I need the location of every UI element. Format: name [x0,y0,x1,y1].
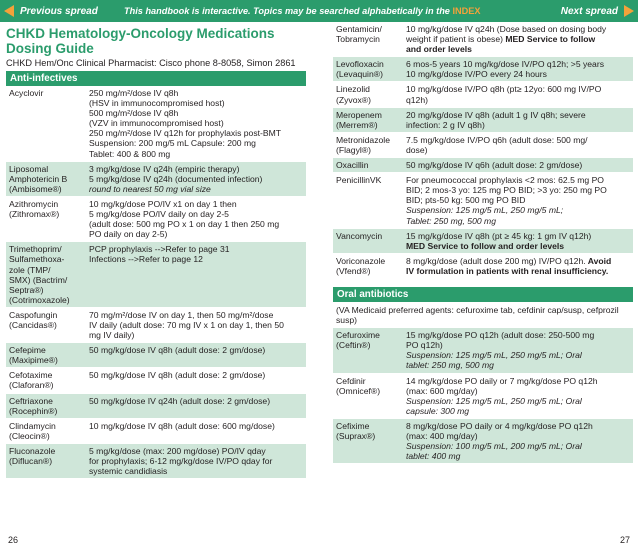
antiinfectives-table-continued [333,22,633,279]
left-page [6,22,306,479]
dose-info [403,82,633,106]
drug-name [333,82,403,106]
dose-line: 6 mos-5 years 10 mg/kg/dose IV/PO q12h; >5 years [406,59,604,70]
dose-line: 50 mg/kg/dose IV q6h (adult dose: 2 gm/dose) [406,160,583,171]
drug-name-line: PenicillinVK [336,175,382,186]
drug-name [6,242,86,307]
drug-name-line: Cefotaxime [9,370,53,381]
formulation-line: capsule: 300 mg [406,405,470,416]
pharmacist-contact: CHKD Hem/Onc Clinical Pharmacist: Cisco phone 8-8058, Simon 2861 [6,58,296,68]
table-row [333,158,633,173]
drug-name [6,444,86,478]
dose-line: 250 mg/m²/dose IV q12h for prophylaxis post-BMT [89,128,282,139]
dose-info [86,86,306,161]
dose-info [403,22,633,56]
dose-line: 5 mg/kg/dose (max: 200 mg/dose) PO/IV qday [89,445,266,456]
drug-name-line: (Suprax®) [336,431,376,441]
table-row [6,394,306,419]
table-row [6,86,306,162]
table-row [333,419,633,464]
dose-emphasis-line: IV formulation in patients with renal insufficiency. [406,265,609,276]
dose-info [86,343,306,367]
drug-name-line: Cefepime [9,345,46,356]
drug-name-line: Septra®) [9,284,44,295]
dose-line: weight if patient is obese) MED Service to follow [406,34,596,45]
dose-emphasis: MED Service to follow [502,34,596,45]
formulation-line: Suspension: 125 mg/5 mL, 250 mg/5 mL; [406,205,564,216]
formulation-line: Tablet: 250 mg, 500 mg [406,215,496,226]
table-row [333,173,633,228]
drug-name [6,86,86,161]
formulation-line: tablet: 400 mg [406,451,461,462]
drug-name-line: (Flagyl®) [336,144,371,155]
formulation-line: Suspension: 125 mg/5 mL, 250 mg/5 mL; Oral [406,395,582,406]
table-row [333,133,633,158]
dose-line: (adult dose: 500 mg PO x 1 on day 1 then 250 mg [89,219,280,230]
page-title: CHKD Hematology-Oncology Medications Dosing Guide [6,26,275,56]
next-spread-button[interactable] [561,0,634,22]
dose-info [86,197,306,241]
dose-line: 5 mg/kg/dose PO/IV daily on day 2-5 [89,209,229,220]
drug-name [333,328,403,372]
dose-line: For pneumococcal prophylaxis <2 mos: 62.5 mg PO [406,175,604,186]
dose-line: (max: 600 mg/day) [406,385,478,396]
drug-name-line: Cefixime [336,420,370,431]
dose-line: 5 mg/kg/dose IV q24h (documented infection) [89,173,263,184]
dose-info [86,444,306,478]
formulation-line: Suspension: 125 mg/5 mL, 250 mg/5 mL; Oral [406,350,582,361]
dose-info [86,308,306,342]
drug-name-line: (Ceftin®) [336,340,371,351]
dose-info [403,254,633,278]
table-row [6,162,306,197]
drug-name-line: SMX) (Bactrim/ [9,274,68,285]
notice-text: This handbook is interactive. Topics may be searched alphabetically in the [124,6,453,16]
dose-line: 8 mg/kg/dose (adult dose 200 mg) IV/PO q12h. Avoid [406,255,612,266]
dose-line: 500 mg/m²/dose IV q8h [89,108,179,119]
drug-name-line: Vancomycin [336,230,383,241]
drug-name-line: (Ambisome®) [9,183,62,194]
table-row [333,229,633,254]
dose-line: BID; pts-50 kg: 500 mg PO BID [406,195,526,206]
dose-line: 3 mg/kg/dose IV q24h (empiric therapy) [89,163,240,174]
dose-emphasis-line: MED Service to follow and order levels [406,240,565,251]
formulation-line: Suspension: 100 mg/5 mL, 200 mg/5 mL; Oral [406,441,582,452]
drug-name-line: Oxacillin [336,160,369,171]
dose-info [403,229,633,253]
table-row [333,328,633,373]
drug-name-line: (Levaquin®) [336,69,383,80]
drug-name [6,419,86,443]
dose-line: (max: 400 mg/day) [406,431,478,441]
drug-name-line: (Merrem®) [336,119,378,130]
dose-line: dose) [406,144,428,155]
section-header-antiinfectives: Anti-infectives [6,71,306,86]
drug-name-line: (Cancidas®) [9,319,57,330]
dose-line: 50 mg/kg/dose IV q8h (adult dose: 2 gm/dose) [89,370,266,381]
dose-line: 8 mg/kg/dose PO daily or 4 mg/kg/dose PO q12h [406,420,593,431]
dose-info [86,419,306,443]
drug-name [6,197,86,241]
dose-line: 10 mg/kg/dose IV/PO q8h (pt≥ 12yo: 600 mg IV/PO [406,84,602,95]
dose-info [86,162,306,196]
drug-name [333,22,403,56]
dose-info [403,173,633,227]
drug-name [333,374,403,418]
dose-line: infection: 2 g IV q8h) [406,119,485,130]
dose-line: 10 mg/kg/dose IV q24h (Dose based on dosing body [406,24,607,34]
drug-name-line: (Omnicef®) [336,385,381,396]
dose-line: 10 mg/kg/dose IV q8h (adult dose: 600 mg/dose) [89,420,275,431]
dose-line: Suspension: 200 mg/5 mL Capsule: 200 mg [89,138,256,149]
drug-name-line: Gentamicin/ [336,24,382,34]
index-link[interactable]: INDEX [452,6,481,16]
dose-line: BID; 2 mos-3 yo: 125 mg PO BID; >3 yo: 250 mg PO [406,185,607,196]
right-page [333,22,633,464]
drug-name [6,308,86,342]
drug-name-line: Cefuroxime [336,330,380,341]
previous-spread-label: Previous spread [20,5,98,17]
dose-line: mg IV daily) [89,330,135,341]
dose-line: (VZV in immunocompromised host) [89,118,224,129]
drug-name-line: Sulfamethoxa- [9,254,65,265]
dose-line: (HSV in immunocompromised host) [89,98,225,109]
dose-note: round to nearest 50 mg vial size [89,183,211,194]
drug-name [333,133,403,157]
dose-info [86,242,306,307]
dose-line: 10 mg/kg/dose PO/IV x1 on day 1 then [89,198,237,209]
drug-name-line: Cefdinir [336,375,366,386]
drug-name [6,343,86,367]
drug-name [6,162,86,196]
dose-info [403,328,633,372]
drug-name-line: (Vfend®) [336,265,371,276]
table-row [333,254,633,279]
dose-line: IV daily (adult dose: 70 mg IV x 1 on day 1, then 50 [89,319,284,330]
drug-name-line: (Claforan®) [9,380,54,391]
next-spread-label: Next spread [560,5,618,17]
previous-spread-button[interactable] [4,0,98,22]
dose-line: PCP prophylaxis -->Refer to page 31 [89,244,230,255]
formulation-line: tablet: 250 mg, 500 mg [406,360,494,371]
dose-line: 20 mg/kg/dose IV q8h (adult 1 g IV q8h; severe [406,109,586,120]
page-number-right: 27 [619,535,630,545]
drug-name [333,419,403,463]
dose-info [403,57,633,81]
dose-line: systemic candidiasis [89,466,168,477]
drug-name-line: Acyclovir [9,88,44,98]
table-row [333,374,633,419]
dose-info [403,133,633,157]
drug-name-line: (Maxipime®) [9,355,58,366]
dose-line: 50 mg/kg/dose IV q24h (adult dose: 2 gm/dose) [89,395,271,406]
dose-emphasis-line: and order levels [406,44,472,55]
dose-line: for prophylaxis; 6-12 mg/kg/dose IV/PO qday for [89,456,273,466]
drug-name [333,108,403,132]
dose-line: Infections -->Refer to page 12 [89,254,203,265]
table-row [333,22,633,57]
drug-name [6,368,86,392]
dose-line: 250 mg/m²/dose IV q8h [89,88,179,98]
drug-name-line: (Cleocin®) [9,430,50,441]
dose-line: 15 mg/kg/dose PO q12h (adult dose: 250-500 mg [406,330,595,341]
table-row [333,57,633,82]
table-row [6,444,306,479]
drug-name-line: (Zithromax®) [9,209,60,220]
arrow-left-icon [4,5,14,17]
drug-name-line: Caspofungin [9,309,58,320]
dose-info [403,374,633,418]
dose-line: Tablet: 400 & 800 mg [89,148,171,159]
drug-name-line: (Diflucan®) [9,456,53,466]
dose-line: 14 mg/kg/dose PO daily or 7 mg/kg/dose PO q12h [406,375,598,386]
drug-name-line: Ceftriaxone [9,395,53,406]
drug-name-line: Levofloxacin [336,59,384,70]
drug-name-line: Metronidazole [336,134,390,145]
dose-line: PO daily on day 2-5) [89,229,168,240]
dose-line: PO q12h) [406,340,443,351]
drug-name-line: zole (TMP/ [9,264,51,275]
dose-line: 70 mg/m²/dose IV on day 1, then 50 mg/m²/dose [89,309,274,320]
drug-name-line: Voriconazole [336,255,386,266]
drug-name [333,254,403,278]
drug-name [333,173,403,227]
dose-line: 15 mg/kg/dose IV q8h (pt ≥ 45 kg: 1 gm IV q12h) [406,230,592,241]
drug-name-line: Amphotericin B [9,173,68,184]
drug-name-line: Trimethoprim/ [9,244,62,255]
drug-name-line: (Zyvox®) [336,94,371,105]
drug-name [333,57,403,81]
dose-info [86,368,306,392]
drug-name-line: Azithromycin [9,198,59,209]
table-row [333,108,633,133]
drug-name-line: Clindamycin [9,420,56,431]
table-row [6,343,306,368]
dose-info [403,158,633,172]
dose-line: q12h) [406,94,428,105]
dose-line: 7.5 mg/kg/dose IV/PO q6h (adult dose: 500 mg/ [406,134,588,145]
top-navigation-bar [0,0,638,22]
drug-name-line: Linezolid [336,84,370,95]
oral-antibiotics-table [333,328,633,464]
interactive-notice [124,0,481,22]
table-row [6,368,306,393]
dose-line: 10 mg/kg/dose IV/PO every 24 hours [406,69,547,80]
drug-name-line: (Cotrimoxazole) [9,294,70,305]
drug-name [6,394,86,418]
drug-name-line: Liposomal [9,163,49,174]
table-row [6,197,306,242]
dose-info [86,394,306,418]
antiinfectives-table [6,86,306,479]
page-number-left: 26 [8,535,19,545]
table-row [6,242,306,308]
dose-emphasis: Avoid [585,255,612,266]
dose-line: 50 mg/kg/dose IV q8h (adult dose: 2 gm/dose) [89,345,266,356]
drug-name-line: (Rocephin®) [9,405,58,416]
table-row [6,308,306,343]
drug-name [333,229,403,253]
drug-name-line: Tobramycin [336,34,380,45]
drug-name-line: Fluconazole [9,445,56,456]
arrow-right-icon [624,5,634,17]
table-row [6,419,306,444]
dose-info [403,108,633,132]
drug-name-line: Meropenem [336,109,382,120]
medicaid-note: (VA Medicaid preferred agents: cefuroxime tab, cefdinir cap/susp, cefprozil susp) [336,304,619,326]
drug-name [333,158,403,172]
table-row [333,82,633,107]
dose-info [403,419,633,463]
section-header-oral-antibiotics: Oral antibiotics [333,287,633,302]
